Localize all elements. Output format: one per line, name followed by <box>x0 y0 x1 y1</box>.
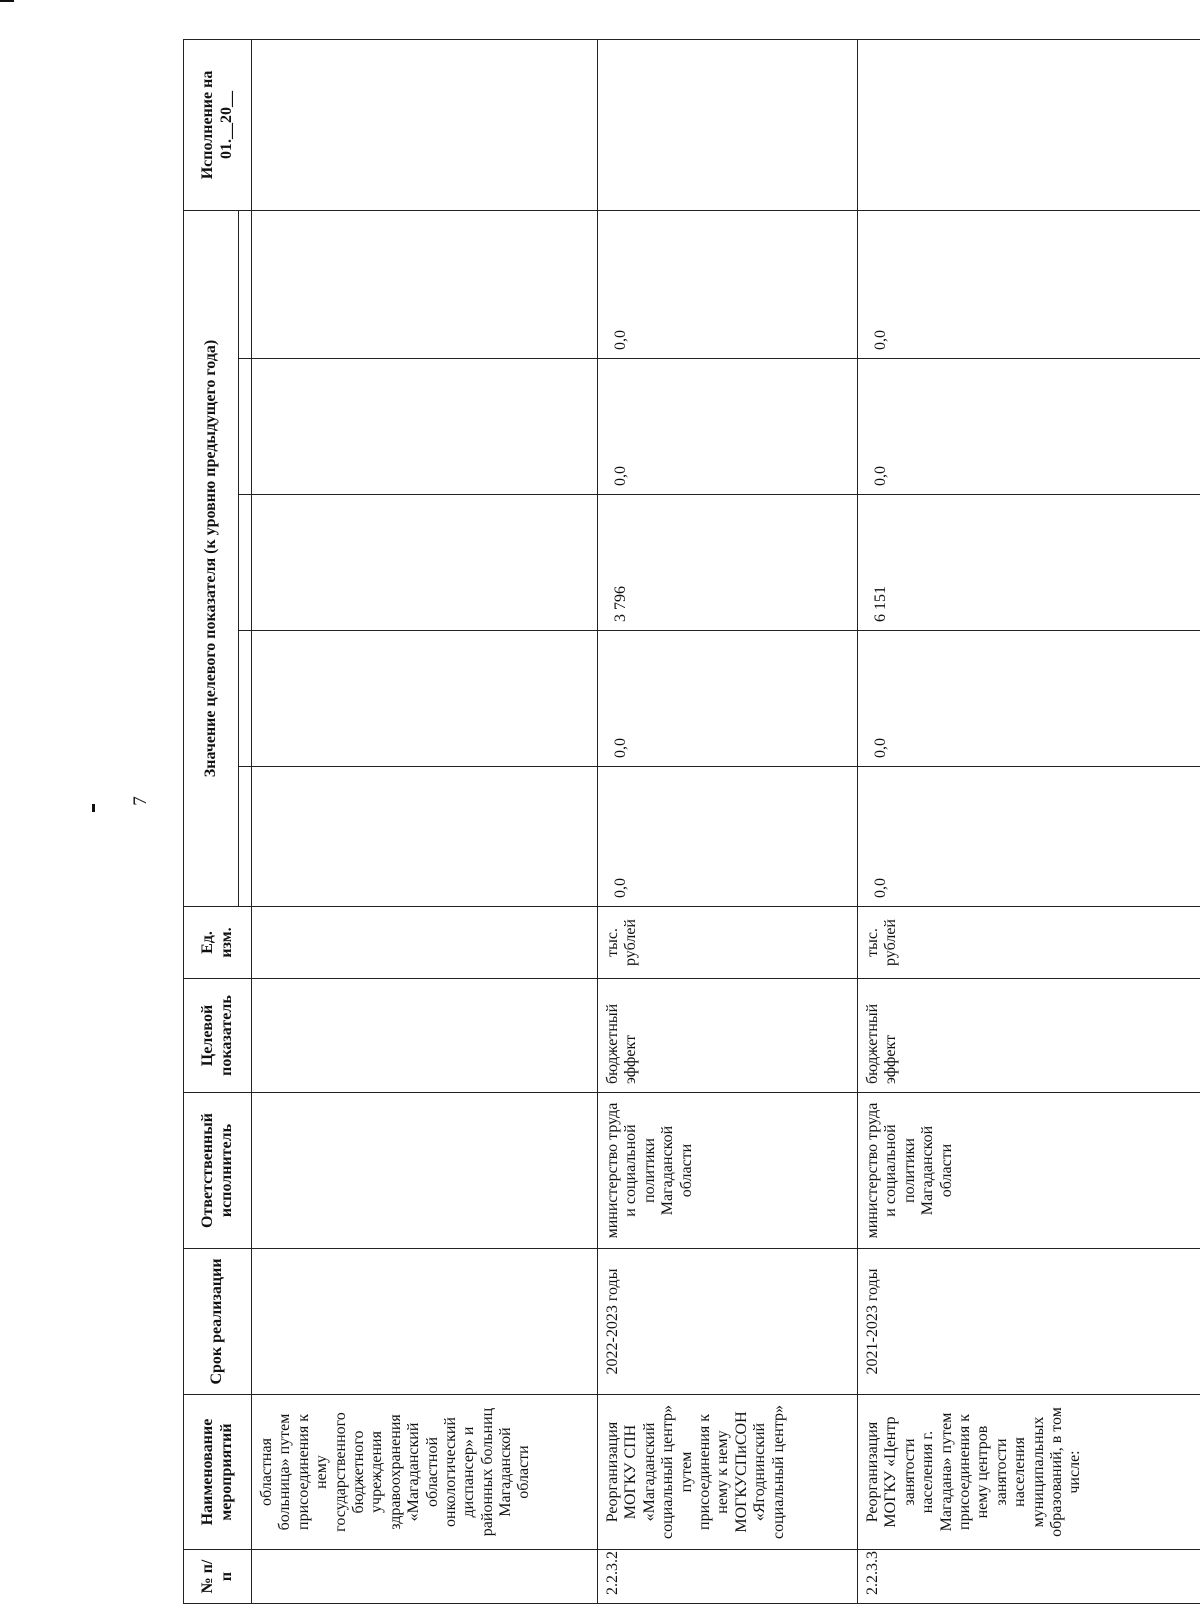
scan-speck <box>92 804 95 812</box>
cell-value-4: 0,0 <box>598 359 858 495</box>
corner-mark <box>0 0 14 2</box>
header-value-sub-1 <box>239 767 252 907</box>
cell-executor: министерство труда и социальной политики Магаданской области <box>598 1093 858 1249</box>
cell-name: Реорганизация МОГКУ СПН «Магаданский социальный центр» путем присоединения к нему к нему МОГКУСПиСОН «Ягоднинский социальный центр» <box>598 1395 858 1550</box>
cell-value-5 <box>252 210 598 358</box>
table-row <box>252 39 598 1603</box>
cell-value-2 <box>252 631 598 767</box>
table-container <box>183 40 1199 1604</box>
cell-name: Реорганизация МОГКУ «Центр занятости населения г. Магадана» путем присоединения к нему центров занятости населения муниципальных образований, в том числе: <box>858 1395 1200 1550</box>
cell-period <box>252 1249 598 1395</box>
cell-value-5: 0,0 <box>858 210 1200 358</box>
cell-value-1 <box>252 767 598 907</box>
header-value-sub-3 <box>239 495 252 631</box>
cell-value-4 <box>252 359 598 495</box>
table-row <box>858 39 1200 1603</box>
cell-unit <box>252 907 598 979</box>
cell-execution <box>858 39 1200 210</box>
cell-value-1: 0,0 <box>598 767 858 907</box>
cell-no: 2.2.3.3 <box>858 1550 1200 1604</box>
cell-value-2: 0,0 <box>858 631 1200 767</box>
header-execution: Исполнение на 01.__20__ <box>184 39 252 210</box>
cell-value-5: 0,0 <box>598 210 858 358</box>
cell-value-4: 0,0 <box>858 359 1200 495</box>
cell-unit: тыс. рублей <box>858 907 1200 979</box>
data-table <box>183 39 1200 1604</box>
cell-value-2: 0,0 <box>598 631 858 767</box>
header-value-sub-4 <box>239 359 252 495</box>
cell-indicator: бюджетный эффект <box>598 979 858 1093</box>
cell-executor <box>252 1093 598 1249</box>
cell-execution <box>598 39 858 210</box>
cell-name: областная больница» путем присоединения к нему государственного бюджетного учреждения здравоохранения «Магаданский областной онкологический диспансер» и районных больниц Магаданской области <box>252 1395 598 1550</box>
table-row <box>598 39 858 1603</box>
header-period: Срок реализации <box>184 1249 252 1395</box>
header-no: № п/п <box>184 1550 252 1604</box>
cell-period: 2021-2023 годы <box>858 1249 1200 1395</box>
header-value-sub-5 <box>239 210 252 358</box>
header-value-group: Значение целевого показателя (к уровню предыдущего года) <box>184 210 239 906</box>
cell-indicator: бюджетный эффект <box>858 979 1200 1093</box>
header-executor: Ответственный исполнитель <box>184 1093 252 1249</box>
page-number: 7 <box>129 796 151 806</box>
header-indicator: Целевой показатель <box>184 979 252 1093</box>
cell-value-3: 6 151 <box>858 495 1200 631</box>
cell-no: 2.2.3.2 <box>598 1550 858 1604</box>
cell-value-1: 0,0 <box>858 767 1200 907</box>
cell-indicator <box>252 979 598 1093</box>
cell-period: 2022-2023 годы <box>598 1249 858 1395</box>
cell-no <box>252 1550 598 1604</box>
cell-value-3: 3 796 <box>598 495 858 631</box>
header-name: Наименование мероприятий <box>184 1395 252 1550</box>
cell-executor: министерство труда и социальной политики Магаданской области <box>858 1093 1200 1249</box>
cell-unit: тыс. рублей <box>598 907 858 979</box>
header-value-sub-2 <box>239 631 252 767</box>
cell-value-3 <box>252 495 598 631</box>
cell-execution <box>252 39 598 210</box>
header-unit: Ед. изм. <box>184 907 252 979</box>
